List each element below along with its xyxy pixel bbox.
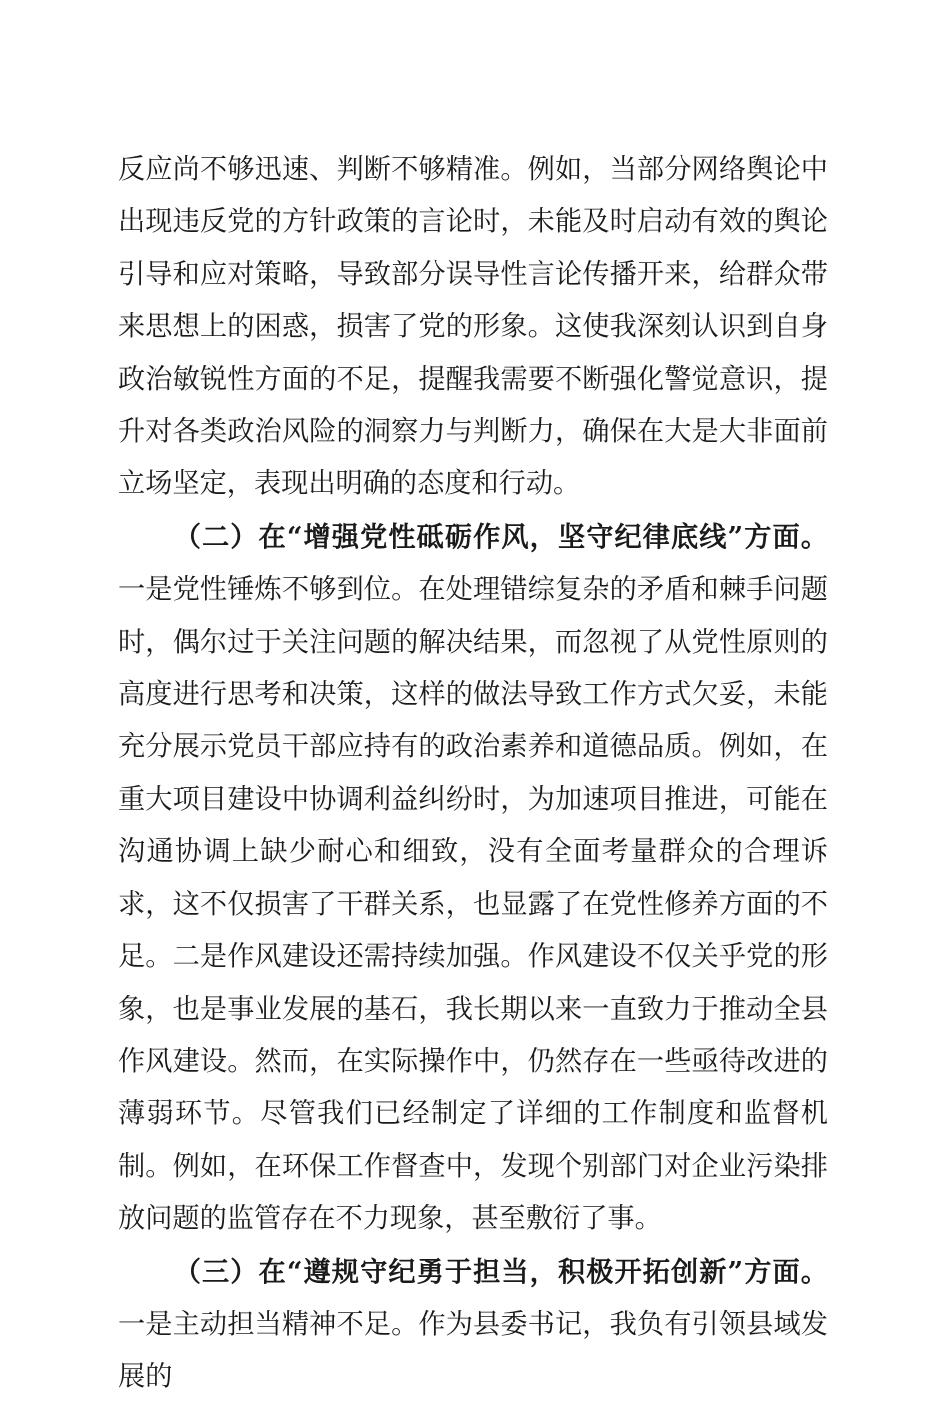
paragraph-2 bbox=[118, 511, 828, 1246]
section-heading-2: （二）在“增强党性砥砺作风，坚守纪律底线”方面。 bbox=[173, 520, 828, 553]
paragraph-1-body: 反应尚不够迅速、判断不够精准。例如，当部分网络舆论中出现违反党的方针政策的言论时，未能及时启动有效的舆论引导和应对策略，导致部分误导性言论传播开来，给群众带来思想上的困惑，损害了党的形象。这使我深刻认识到自身政治敏锐性方面的不足，提醒我需要不断强化警觉意识，提升对各类政治风险的洞察力与判断力，确保在大是大非面前立场坚定，表现出明确的态度和行动。 bbox=[118, 154, 828, 500]
paragraph-3 bbox=[118, 1246, 828, 1404]
paragraph-1 bbox=[118, 144, 828, 511]
paragraph-3-body: 一是主动担当精神不足。作为县委书记，我负有引领县域发展的 bbox=[118, 1308, 828, 1393]
document-page bbox=[118, 144, 828, 1404]
paragraph-2-body: 一是党性锤炼不够到位。在处理错综复杂的矛盾和棘手问题时，偶尔过于关注问题的解决结果，而忽视了从党性原则的高度进行思考和决策，这样的做法导致工作方式欠妥，未能充分展示党员干部应持有的政治素养和道德品质。例如，在重大项目建设中协调利益纠纷时，为加速项目推进，可能在沟通协调上缺少耐心和细致，没有全面考量群众的合理诉求，这不仅损害了干群关系，也显露了在党性修养方面的不足。二是作风建设还需持续加强。作风建设不仅关乎党的形象，也是事业发展的基石，我长期以来一直致力于推动全县作风建设。然而，在实际操作中，仍然存在一些亟待改进的薄弱环节。尽管我们已经制定了详细的工作制度和监督机制。例如，在环保工作督查中，发现个别部门对企业污染排放问题的监管存在不力现象，甚至敷衍了事。 bbox=[118, 574, 828, 1235]
section-heading-3: （三）在“遵规守纪勇于担当，积极开拓创新”方面。 bbox=[173, 1255, 828, 1288]
